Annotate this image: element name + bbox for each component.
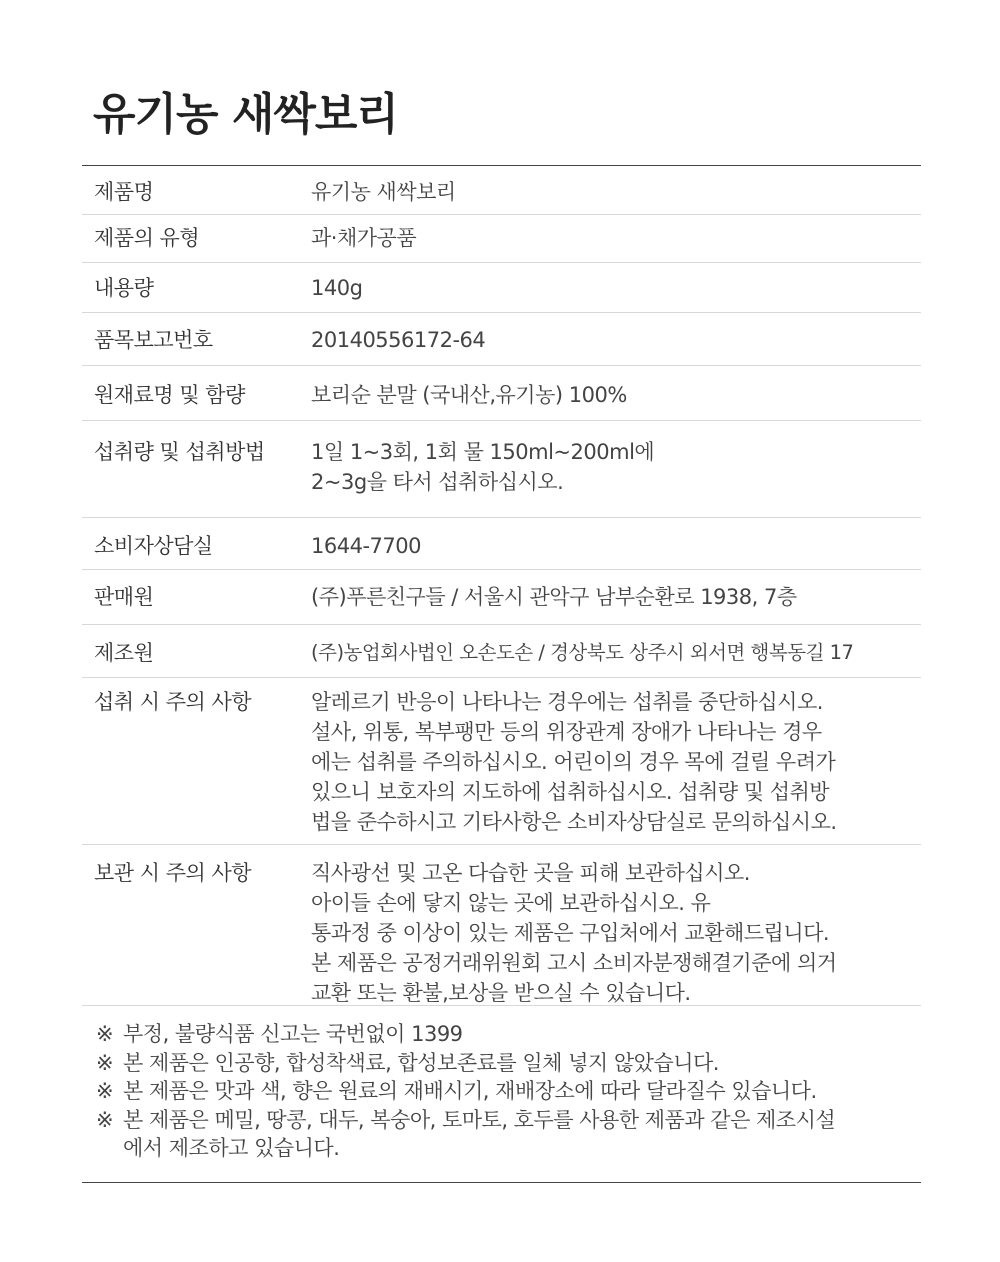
- row-value: (주)농업회사법인 오손도손 / 경상북도 상주시 외서면 행복동길 17: [311, 641, 854, 664]
- row-value: 보리순 분말 (국내산,유기농) 100%: [311, 383, 627, 407]
- row-value: 20140556172-64: [311, 328, 486, 352]
- page-title: 유기농 새싹보리: [93, 89, 398, 140]
- table-row: [82, 845, 921, 1008]
- row-label: 품목보고번호: [94, 328, 213, 352]
- table-row: [82, 625, 921, 678]
- row-value: 알레르기 반응이 나타나는 경우에는 섭취를 중단하십시오. 설사, 위통, 복부팽만 등의 위장관계 장애가 나타나는 경우 에는 섭취를 주의하십시오. 어린이의 경우 목에 걸릴 우려가 있으니 보호자의 지도하에 섭취하십시오. 섭취량 및 섭취방 법을 준수하시고 기타사항은 소비자상담실로 문의하십시오.: [311, 690, 837, 834]
- table-row: [82, 678, 921, 845]
- row-label: 판매원: [94, 585, 154, 609]
- row-value: 140g: [311, 276, 363, 300]
- list-item: [96, 1049, 921, 1078]
- table-row: [82, 215, 921, 263]
- table-row: [82, 366, 921, 421]
- row-label: 내용량: [94, 276, 154, 300]
- row-value: 직사광선 및 고온 다습한 곳을 피해 보관하십시오. 아이들 손에 닿지 않는 곳에 보관하십시오. 유 통과정 중 이상이 있는 제품은 구입처에서 교환해드립니다. 본 제품은 공정거래위원회 고시 소비자분쟁해결기준에 의거 교환 또는 환불,보상을 받으실 수 있습니다.: [311, 861, 837, 1005]
- row-label: 소비자상담실: [94, 534, 213, 558]
- notice-list: [82, 1005, 921, 1183]
- table-row: [82, 518, 921, 570]
- note-mark: ※: [96, 1022, 114, 1046]
- row-label: 섭취 시 주의 사항: [94, 690, 252, 714]
- note-mark: ※: [96, 1079, 114, 1103]
- note-text: 본 제품은 인공향, 합성착색료, 합성보존료를 일체 넣지 않았습니다.: [123, 1050, 719, 1075]
- note-text: 부정, 불량식품 신고는 국번없이 1399: [123, 1022, 463, 1046]
- row-label: 제품의 유형: [94, 226, 200, 250]
- row-label: 제조원: [94, 641, 154, 665]
- note-mark: ※: [96, 1107, 114, 1132]
- row-value: 1일 1~3회, 1회 물 150ml~200ml에 2~3g을 타서 섭취하십시오.: [311, 440, 655, 494]
- row-label: 섭취량 및 섭취방법: [94, 440, 265, 464]
- note-text: 본 제품은 메밀, 땅콩, 대두, 복숭아, 토마토, 호두를 사용한 제품과 같은 제조시설 에서 제조하고 있습니다.: [123, 1107, 836, 1160]
- note-mark: ※: [96, 1050, 114, 1075]
- row-value: (주)푸른친구들 / 서울시 관악구 남부순환로 1938, 7층: [311, 585, 797, 609]
- row-label: 원재료명 및 함량: [94, 383, 245, 407]
- table-row: [82, 570, 921, 625]
- list-item: [96, 1077, 921, 1106]
- row-label: 제품명: [94, 180, 154, 204]
- note-text: 본 제품은 맛과 색, 향은 원료의 재배시기, 재배장소에 따라 달라질수 있습니다.: [123, 1079, 817, 1103]
- row-label: 보관 시 주의 사항: [94, 861, 252, 885]
- row-value: 유기농 새싹보리: [311, 180, 456, 204]
- list-item: [96, 1020, 921, 1049]
- table-row: [82, 166, 921, 215]
- table-row: [82, 421, 921, 518]
- table-row: [82, 313, 921, 366]
- list-item: [96, 1106, 921, 1163]
- product-info-table: [82, 165, 921, 1008]
- row-value: 1644-7700: [311, 534, 421, 558]
- row-value: 과·채가공품: [311, 226, 417, 250]
- table-row: [82, 263, 921, 313]
